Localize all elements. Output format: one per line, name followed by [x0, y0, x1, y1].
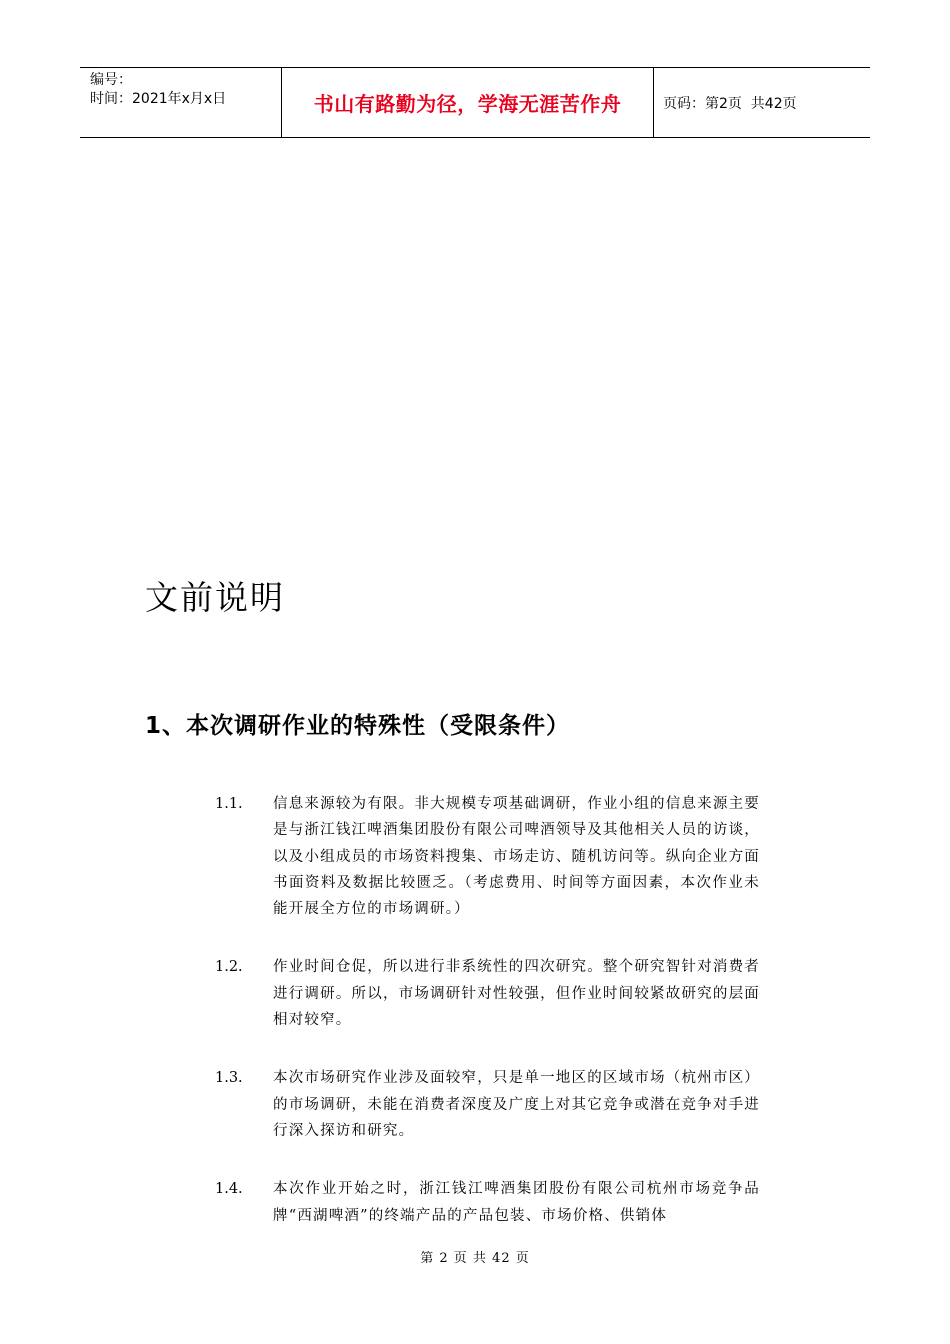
item-text: 作业时间仓促，所以进行非系统性的四次研究。整个研究智针对消费者进行调研。所以，市场调研针对性较强，但作业时间较紧故研究的层面相对较窄。 — [273, 959, 760, 1029]
item-number: 1.1. — [215, 796, 243, 812]
page-header — [80, 67, 870, 138]
section-heading: 1、本次调研作业的特殊性（受限条件） — [145, 713, 571, 739]
header-motto: 书山有路勤为径，学海无涯苦作舟 — [282, 68, 654, 137]
item-number: 1.3. — [215, 1070, 243, 1087]
list-item — [215, 1065, 760, 1144]
document-title: 文前说明 — [145, 578, 285, 617]
serial-label: 编号： — [90, 72, 132, 88]
page-footer: 第 2 页 共 42 页 — [420, 1251, 530, 1266]
item-text: 本次市场研究作业涉及面较窄，只是单一地区的区域市场（杭州市区）的市场调研，未能在消费者深度及广度上对其它竞争或潜在竞争对手进行深入探访和研究。 — [273, 1070, 760, 1139]
item-text: 信息来源较为有限。非大规模专项基础调研，作业小组的信息来源主要是与浙江钱江啤酒集团股份有限公司啤酒领导及其他相关人员的访谈，以及小组成员的市场资料搜集、市场走访、随机访问等。纵向企业方面书面资料及数据比较匮乏。（考虑费用、时间等方面因素，本次作业未能开展全方位的市场调研。） — [273, 796, 760, 918]
item-text: 本次作业开始之时，浙江钱江啤酒集团股份有限公司杭州市场竞争品牌“西湖啤酒”的终端产品的产品包装、市场价格、供销体 — [273, 1181, 760, 1224]
header-meta — [80, 68, 282, 137]
list-item — [215, 954, 760, 1033]
list-item — [215, 1176, 760, 1229]
item-number: 1.2. — [215, 959, 243, 976]
page-info-text: 页码：第2页 共42页 — [663, 95, 797, 112]
item-list — [215, 791, 760, 1261]
header-page-info — [654, 68, 870, 137]
list-item — [215, 791, 760, 922]
date-label: 时间：2021年x月x日 — [90, 91, 227, 107]
item-number: 1.4. — [215, 1181, 243, 1198]
